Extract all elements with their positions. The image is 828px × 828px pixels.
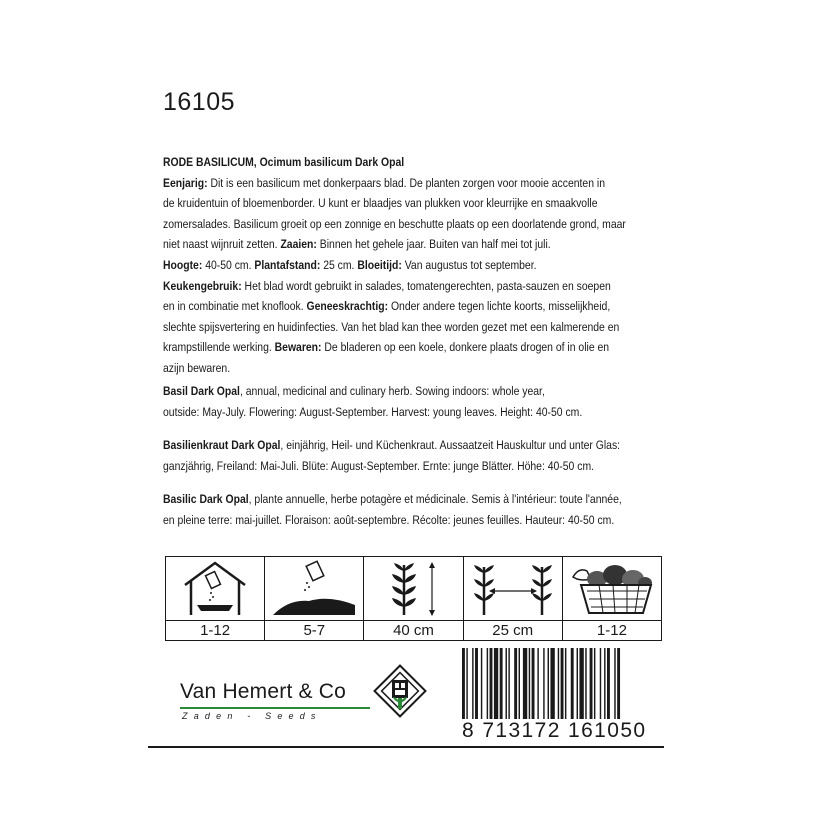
barcode-bar	[548, 648, 549, 724]
harvest-basket-icon	[567, 559, 657, 619]
barcode-bar	[604, 648, 605, 724]
title: RODE BASILICUM, Ocimum basilicum Dark Opal	[163, 155, 405, 169]
label-keukengebruik: Keukengebruik:	[163, 278, 242, 293]
barcode-bar	[472, 648, 473, 724]
barcode-bar	[490, 648, 493, 724]
barcode-bar	[590, 648, 593, 724]
text-bloeitijd: Van augustus tot september.	[401, 257, 537, 272]
text-line: , einjährig, Heil- und Küchenkraut. Aussaatzeit Hauskultur und unter Glas:	[280, 438, 621, 452]
text-line: zomersalades. Basilicum groeit op een zonnige en beschutte plaats op een doorlatende grond, maar	[163, 216, 626, 231]
plant-spacing-icon	[468, 559, 558, 619]
text-line: outside: May-July. Flowering: August-September. Harvest: young leaves. Height: 40-50 cm.	[163, 404, 583, 419]
barcode-bar	[561, 648, 564, 724]
icon-label: 25 cm	[492, 622, 534, 639]
name-fr: Basilic Dark Opal	[163, 492, 249, 506]
icon-cell-indoor	[166, 557, 265, 640]
barcode-bar	[529, 648, 530, 724]
brand-logo-icon	[372, 663, 428, 719]
description-de	[163, 435, 621, 476]
label-bloeitijd: Bloeitijd:	[357, 257, 402, 272]
text-geneeskrachtig: Onder andere tegen lichte koorts, misselijkheid,	[388, 299, 611, 314]
text-line: de kruidentuin of bloemenborder. U kunt er blaadjes van plukken voor kleurrijke en smaakvolle	[163, 196, 598, 211]
barcode-bar	[537, 648, 538, 724]
barcode-bar	[558, 648, 559, 724]
barcode-bar	[579, 648, 583, 724]
text-line: niet naast wijnruit zetten.	[163, 237, 281, 252]
barcode-bar	[565, 648, 566, 724]
name-en: Basil Dark Opal	[163, 384, 240, 398]
label-geneeskrachtig: Geneeskrachtig:	[306, 299, 389, 314]
label-zaaien: Zaaien:	[280, 237, 317, 252]
label-eenjarig: Eenjarig:	[163, 175, 208, 190]
barcode-bar	[550, 648, 554, 724]
text-line: , plante annuelle, herbe potagère et médicinale. Semis à l'intérieur: toute l'année,	[248, 492, 622, 506]
brand-underline	[180, 707, 370, 709]
barcode-bar	[532, 648, 535, 724]
outdoor-sowing-icon	[269, 559, 359, 619]
text-line: , annual, medicinal and culinary herb. Sowing indoors: whole year,	[239, 384, 545, 398]
barcode-bar	[614, 648, 615, 724]
description-en	[163, 381, 583, 422]
barcode-digits: 8 713172 161050	[462, 719, 647, 742]
text-hoogte: 40-50 cm.	[202, 257, 255, 272]
icon-cell-spacing	[464, 557, 563, 640]
label-bewaren: Bewaren:	[274, 340, 322, 355]
barcode-bar	[594, 648, 595, 724]
text-line: krampstillende werking.	[163, 340, 275, 355]
icon-cell-height	[364, 557, 463, 640]
text-eenjarig: Dit is een basilicum met donkerpaars blad. De planten zorgen voor mooie accenten in	[207, 175, 606, 190]
barcode-bar	[577, 648, 578, 724]
brand-tagline: Zaden - Seeds	[182, 711, 322, 721]
brand-name: Van Hemert & Co	[180, 680, 347, 703]
barcode-bar	[481, 648, 482, 724]
label-hoogte: Hoogte:	[163, 257, 203, 272]
icon-label: 1-12	[200, 622, 231, 639]
bottom-rule	[148, 746, 664, 748]
text-plantafstand: 25 cm.	[320, 257, 358, 272]
icon-cell-outdoor	[265, 557, 364, 640]
brand	[180, 680, 347, 721]
text-line: en pleine terre: mai-juillet. Floraison: août-septembre. Récolte: jeunes feuilles. Hauteur: 40-50 cm.	[163, 512, 615, 527]
barcode-bar	[500, 648, 503, 724]
barcode-bar	[585, 648, 586, 724]
text-zaaien: Binnen het gehele jaar. Buiten van half mei tot juli.	[316, 237, 551, 252]
description-nl	[163, 152, 626, 379]
barcode-bar	[506, 648, 507, 724]
barcode-bar	[571, 648, 574, 724]
barcode-bar	[475, 648, 478, 724]
description-fr	[163, 489, 622, 530]
name-de: Basilienkraut Dark Opal	[163, 438, 281, 452]
product-code: 16105	[163, 88, 236, 116]
barcode-bar	[600, 648, 601, 724]
text-bewaren: De bladeren op een koele, donkere plaats drogen of in olie en	[321, 340, 610, 355]
text-keukengebruik: Het blad wordt gebruikt in salades, tomatengerechten, pasta-sauzen en soepen	[241, 278, 611, 293]
barcode-bar	[487, 648, 488, 724]
barcode-bar	[494, 648, 498, 724]
icon-label: 40 cm	[393, 622, 434, 639]
label-plantafstand: Plantafstand:	[254, 257, 321, 272]
icon-cell-harvest	[563, 557, 661, 640]
icon-label: 5-7	[303, 622, 326, 639]
indoor-sowing-icon	[175, 559, 255, 619]
text-line: ganzjährig, Freiland: Mai-Juli. Blüte: August-September. Ernte: junge Blätter. Höhe: 40-50 cm.	[163, 458, 595, 473]
text-line: azijn bewaren.	[163, 360, 231, 375]
barcode-bar	[508, 648, 509, 724]
barcode-bar	[607, 648, 610, 724]
icon-label: 1-12	[596, 622, 627, 639]
barcode-bar	[519, 648, 520, 724]
plant-height-icon	[374, 559, 454, 619]
text-line: en in combinatie met knoflook.	[163, 299, 307, 314]
text-line: slechte spijsvertering en huidinfecties. Van het blad kan thee worden gezet met een kalmerende en	[163, 319, 620, 334]
barcode-bar	[514, 648, 517, 724]
cultivation-icons	[165, 556, 662, 641]
barcode-bar	[523, 648, 527, 724]
barcode-bar	[543, 648, 544, 724]
